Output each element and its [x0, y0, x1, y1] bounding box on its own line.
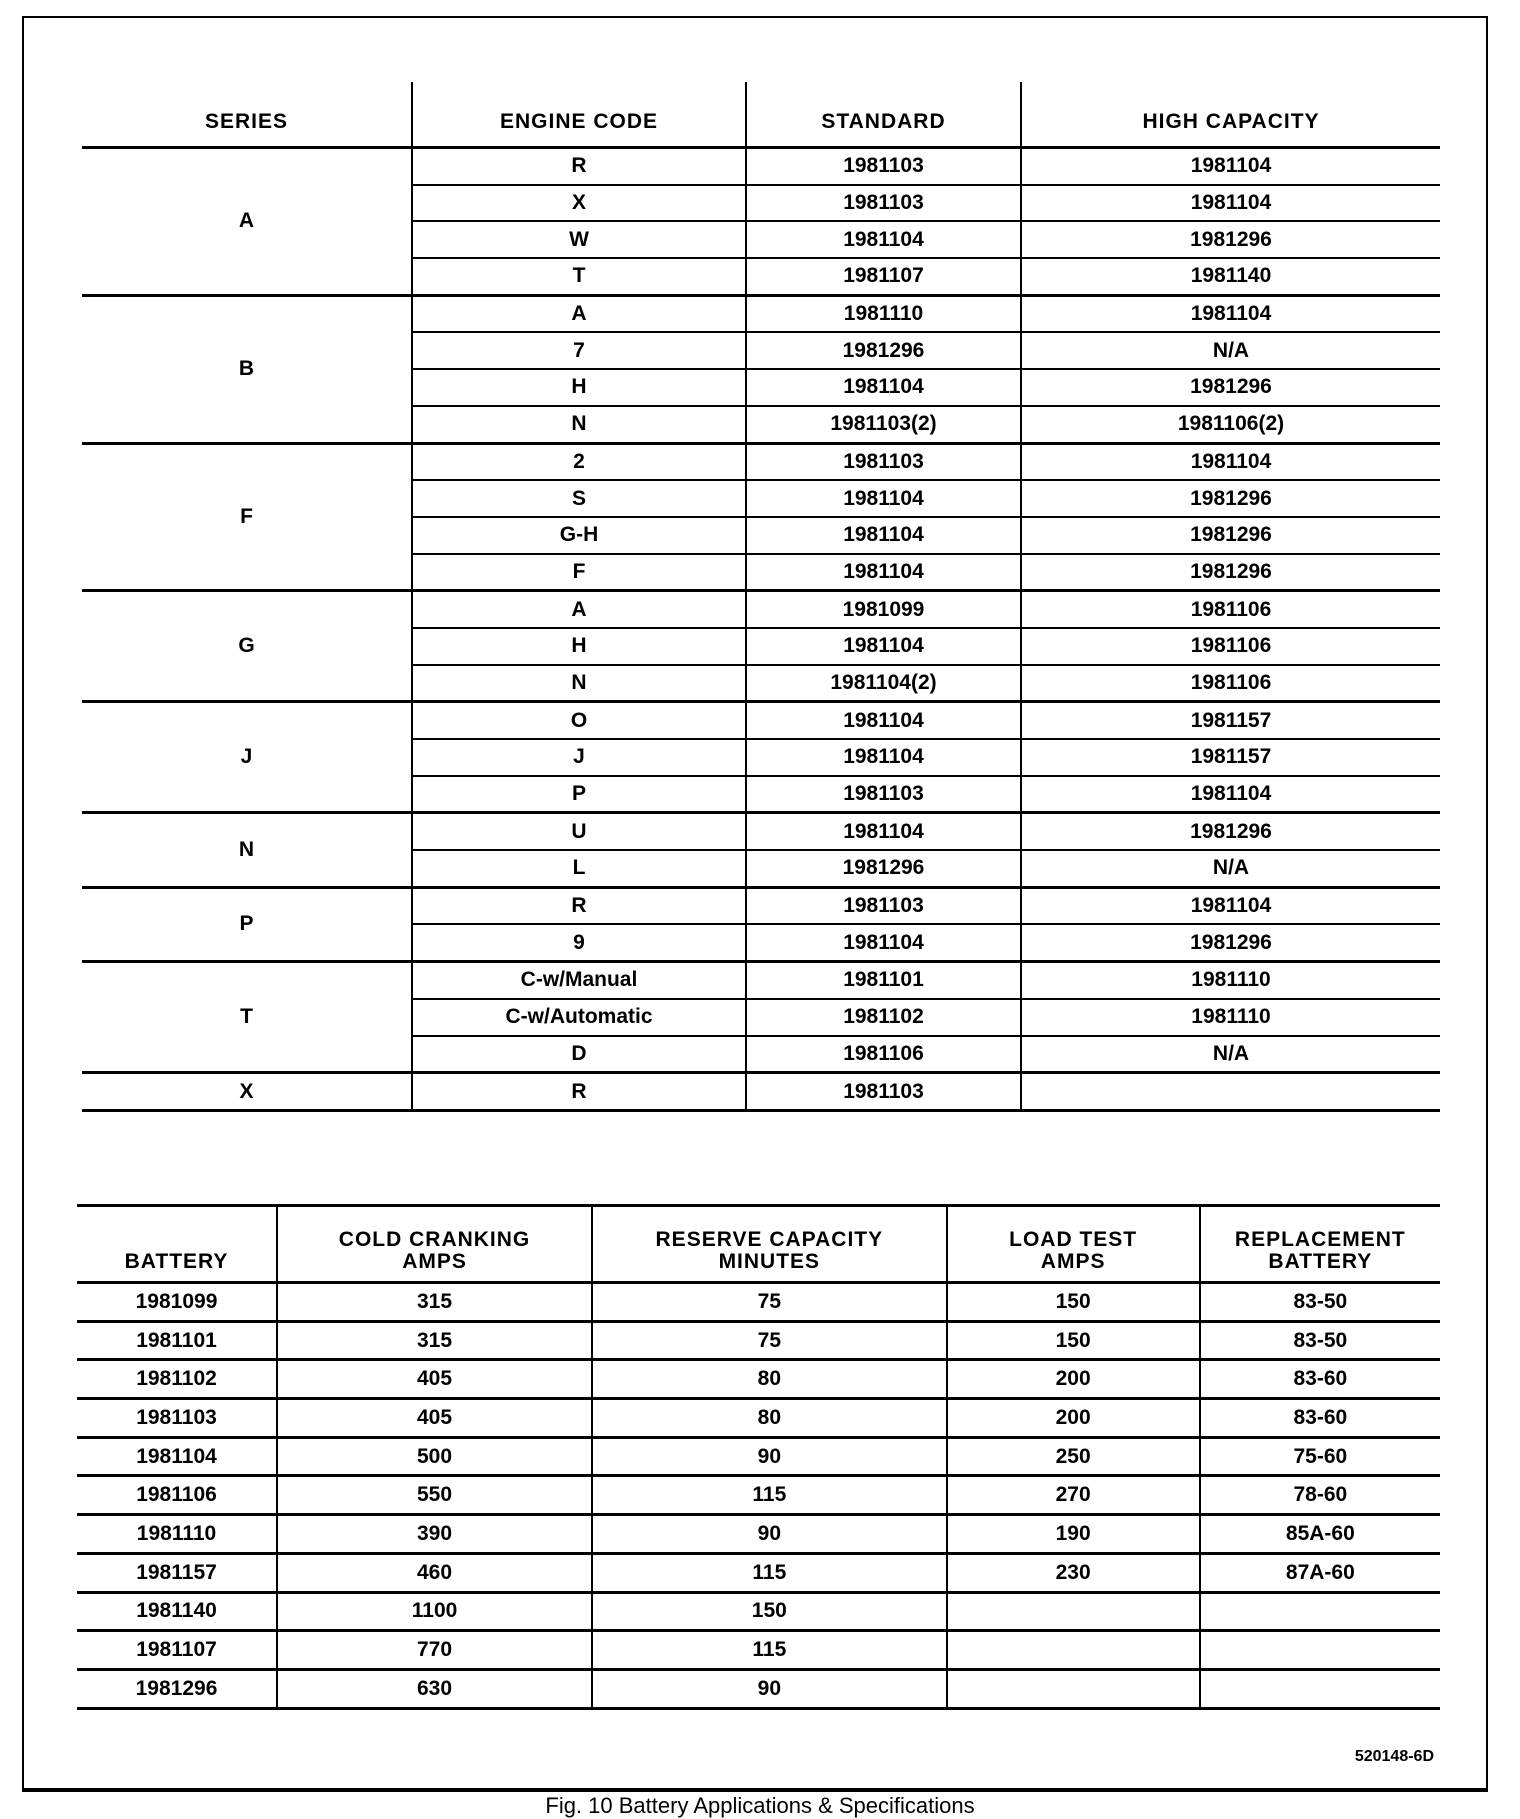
table-row — [82, 148, 1440, 185]
load-test-amps-cell: 190 — [947, 1515, 1200, 1554]
standard-battery-cell: 1981296 — [746, 850, 1021, 887]
replacement-battery-cell: 75-60 — [1200, 1437, 1440, 1476]
standard-battery-cell: 1981296 — [746, 332, 1021, 369]
cold-cranking-amps-cell: 500 — [277, 1437, 592, 1476]
engine-code-cell: R — [412, 887, 746, 924]
engine-code-cell: L — [412, 850, 746, 887]
standard-battery-cell: 1981103 — [746, 776, 1021, 813]
load-test-amps-cell: 150 — [947, 1283, 1200, 1322]
column-header: HIGH CAPACITY — [1021, 82, 1440, 148]
battery-cell: 1981107 — [77, 1631, 277, 1670]
standard-battery-cell: 1981102 — [746, 999, 1021, 1036]
battery-applications-table — [82, 82, 1440, 1112]
engine-code-cell: C-w/Automatic — [412, 999, 746, 1036]
standard-battery-cell: 1981103 — [746, 185, 1021, 222]
battery-cell: 1981104 — [77, 1437, 277, 1476]
reserve-capacity-cell: 115 — [592, 1476, 947, 1515]
high-capacity-battery-cell: 1981110 — [1021, 999, 1440, 1036]
table-row — [77, 1321, 1440, 1360]
column-header: REPLACEMENT BATTERY — [1200, 1206, 1440, 1283]
battery-cell: 1981110 — [77, 1515, 277, 1554]
figure-id: 520148-6D — [1354, 1748, 1434, 1765]
standard-battery-cell: 1981106 — [746, 1036, 1021, 1073]
battery-cell: 1981099 — [77, 1283, 277, 1322]
high-capacity-battery-cell: N/A — [1021, 850, 1440, 887]
table-row — [82, 1073, 1440, 1111]
series-cell: A — [82, 148, 412, 296]
column-header: BATTERY — [77, 1206, 277, 1283]
reserve-capacity-cell: 115 — [592, 1553, 947, 1592]
standard-battery-cell: 1981104 — [746, 480, 1021, 517]
battery-cell: 1981102 — [77, 1360, 277, 1399]
table-row — [77, 1476, 1440, 1515]
high-capacity-battery-cell: 1981140 — [1021, 258, 1440, 295]
table-row — [82, 443, 1440, 480]
standard-battery-cell: 1981101 — [746, 962, 1021, 999]
series-cell: B — [82, 295, 412, 443]
reserve-capacity-cell: 90 — [592, 1437, 947, 1476]
high-capacity-battery-cell: 1981296 — [1021, 369, 1440, 406]
load-test-amps-cell — [947, 1631, 1200, 1670]
high-capacity-battery-cell: 1981296 — [1021, 517, 1440, 554]
battery-specifications-table — [77, 1204, 1440, 1710]
reserve-capacity-cell: 80 — [592, 1360, 947, 1399]
engine-code-cell: G-H — [412, 517, 746, 554]
column-header: RESERVE CAPACITY MINUTES — [592, 1206, 947, 1283]
table-row — [77, 1592, 1440, 1631]
reserve-capacity-cell: 75 — [592, 1321, 947, 1360]
column-header: STANDARD — [746, 82, 1021, 148]
high-capacity-battery-cell: 1981106(2) — [1021, 406, 1440, 443]
battery-cell: 1981296 — [77, 1669, 277, 1708]
standard-battery-cell: 1981104 — [746, 369, 1021, 406]
cold-cranking-amps-cell: 405 — [277, 1360, 592, 1399]
high-capacity-battery-cell: 1981157 — [1021, 702, 1440, 739]
standard-battery-cell: 1981104 — [746, 517, 1021, 554]
table-row — [82, 813, 1440, 850]
engine-code-cell: F — [412, 554, 746, 591]
reserve-capacity-cell: 90 — [592, 1669, 947, 1708]
replacement-battery-cell: 87A-60 — [1200, 1553, 1440, 1592]
standard-battery-cell: 1981103 — [746, 148, 1021, 185]
engine-code-cell: U — [412, 813, 746, 850]
engine-code-cell: N — [412, 665, 746, 702]
load-test-amps-cell: 200 — [947, 1399, 1200, 1438]
load-test-amps-cell: 200 — [947, 1360, 1200, 1399]
cold-cranking-amps-cell: 460 — [277, 1553, 592, 1592]
standard-battery-cell: 1981104 — [746, 924, 1021, 961]
engine-code-cell: 9 — [412, 924, 746, 961]
high-capacity-battery-cell: 1981106 — [1021, 591, 1440, 628]
engine-code-cell: N — [412, 406, 746, 443]
standard-battery-cell: 1981104 — [746, 221, 1021, 258]
replacement-battery-cell: 78-60 — [1200, 1476, 1440, 1515]
engine-code-cell: T — [412, 258, 746, 295]
replacement-battery-cell — [1200, 1631, 1440, 1670]
table-row — [82, 962, 1440, 999]
high-capacity-battery-cell: 1981104 — [1021, 185, 1440, 222]
load-test-amps-cell: 150 — [947, 1321, 1200, 1360]
battery-cell: 1981140 — [77, 1592, 277, 1631]
table-row — [82, 887, 1440, 924]
standard-battery-cell: 1981104 — [746, 813, 1021, 850]
series-cell: P — [82, 887, 412, 961]
high-capacity-battery-cell: N/A — [1021, 332, 1440, 369]
reserve-capacity-cell: 150 — [592, 1592, 947, 1631]
series-cell: N — [82, 813, 412, 887]
series-cell: X — [82, 1073, 412, 1111]
table-row — [77, 1360, 1440, 1399]
engine-code-cell: R — [412, 148, 746, 185]
series-cell: G — [82, 591, 412, 702]
engine-code-cell: 7 — [412, 332, 746, 369]
high-capacity-battery-cell: 1981104 — [1021, 776, 1440, 813]
battery-cell: 1981106 — [77, 1476, 277, 1515]
high-capacity-battery-cell: 1981104 — [1021, 887, 1440, 924]
engine-code-cell: R — [412, 1073, 746, 1111]
replacement-battery-cell: 83-50 — [1200, 1321, 1440, 1360]
figure-caption: Fig. 10 Battery Applications & Specifications — [545, 1793, 975, 1818]
reserve-capacity-cell: 75 — [592, 1283, 947, 1322]
cold-cranking-amps-cell: 315 — [277, 1321, 592, 1360]
series-cell: F — [82, 443, 412, 591]
engine-code-cell: O — [412, 702, 746, 739]
engine-code-cell: J — [412, 739, 746, 776]
high-capacity-battery-cell: 1981106 — [1021, 628, 1440, 665]
reserve-capacity-cell: 115 — [592, 1631, 947, 1670]
engine-code-cell: W — [412, 221, 746, 258]
battery-cell: 1981101 — [77, 1321, 277, 1360]
cold-cranking-amps-cell: 405 — [277, 1399, 592, 1438]
table-row — [77, 1283, 1440, 1322]
reserve-capacity-cell: 80 — [592, 1399, 947, 1438]
series-cell: J — [82, 702, 412, 813]
high-capacity-battery-cell: 1981104 — [1021, 295, 1440, 332]
engine-code-cell: A — [412, 591, 746, 628]
column-header: ENGINE CODE — [412, 82, 746, 148]
high-capacity-battery-cell: 1981296 — [1021, 813, 1440, 850]
high-capacity-battery-cell: N/A — [1021, 1036, 1440, 1073]
high-capacity-battery-cell: 1981296 — [1021, 554, 1440, 591]
table-row — [77, 1669, 1440, 1708]
battery-cell: 1981103 — [77, 1399, 277, 1438]
standard-battery-cell: 1981104 — [746, 702, 1021, 739]
table-row — [77, 1515, 1440, 1554]
series-cell: T — [82, 962, 412, 1073]
engine-code-cell: S — [412, 480, 746, 517]
load-test-amps-cell: 270 — [947, 1476, 1200, 1515]
standard-battery-cell: 1981104 — [746, 554, 1021, 591]
column-header: SERIES — [82, 82, 412, 148]
standard-battery-cell: 1981110 — [746, 295, 1021, 332]
high-capacity-battery-cell — [1021, 1073, 1440, 1111]
load-test-amps-cell: 230 — [947, 1553, 1200, 1592]
table-row — [77, 1399, 1440, 1438]
reserve-capacity-cell: 90 — [592, 1515, 947, 1554]
cold-cranking-amps-cell: 770 — [277, 1631, 592, 1670]
replacement-battery-cell: 83-50 — [1200, 1283, 1440, 1322]
standard-battery-cell: 1981099 — [746, 591, 1021, 628]
replacement-battery-cell — [1200, 1592, 1440, 1631]
replacement-battery-cell: 85A-60 — [1200, 1515, 1440, 1554]
standard-battery-cell: 1981103 — [746, 443, 1021, 480]
high-capacity-battery-cell: 1981106 — [1021, 665, 1440, 702]
high-capacity-battery-cell: 1981296 — [1021, 924, 1440, 961]
cold-cranking-amps-cell: 1100 — [277, 1592, 592, 1631]
engine-code-cell: P — [412, 776, 746, 813]
table-row — [82, 591, 1440, 628]
standard-battery-cell: 1981104 — [746, 628, 1021, 665]
cold-cranking-amps-cell: 630 — [277, 1669, 592, 1708]
table-row — [77, 1553, 1440, 1592]
load-test-amps-cell: 250 — [947, 1437, 1200, 1476]
high-capacity-battery-cell: 1981110 — [1021, 962, 1440, 999]
table-row — [77, 1437, 1440, 1476]
battery-cell: 1981157 — [77, 1553, 277, 1592]
standard-battery-cell: 1981104(2) — [746, 665, 1021, 702]
replacement-battery-cell — [1200, 1669, 1440, 1708]
standard-battery-cell: 1981104 — [746, 739, 1021, 776]
engine-code-cell: A — [412, 295, 746, 332]
load-test-amps-cell — [947, 1592, 1200, 1631]
engine-code-cell: H — [412, 628, 746, 665]
engine-code-cell: 2 — [412, 443, 746, 480]
standard-battery-cell: 1981103 — [746, 887, 1021, 924]
column-header: COLD CRANKING AMPS — [277, 1206, 592, 1283]
standard-battery-cell: 1981103 — [746, 1073, 1021, 1111]
high-capacity-battery-cell: 1981157 — [1021, 739, 1440, 776]
standard-battery-cell: 1981103(2) — [746, 406, 1021, 443]
engine-code-cell: D — [412, 1036, 746, 1073]
load-test-amps-cell — [947, 1669, 1200, 1708]
engine-code-cell: C-w/Manual — [412, 962, 746, 999]
engine-code-cell: H — [412, 369, 746, 406]
high-capacity-battery-cell: 1981104 — [1021, 148, 1440, 185]
high-capacity-battery-cell: 1981296 — [1021, 480, 1440, 517]
column-header: LOAD TEST AMPS — [947, 1206, 1200, 1283]
cold-cranking-amps-cell: 390 — [277, 1515, 592, 1554]
cold-cranking-amps-cell: 550 — [277, 1476, 592, 1515]
replacement-battery-cell: 83-60 — [1200, 1399, 1440, 1438]
standard-battery-cell: 1981107 — [746, 258, 1021, 295]
high-capacity-battery-cell: 1981104 — [1021, 443, 1440, 480]
engine-code-cell: X — [412, 185, 746, 222]
table-row — [82, 702, 1440, 739]
high-capacity-battery-cell: 1981296 — [1021, 221, 1440, 258]
replacement-battery-cell: 83-60 — [1200, 1360, 1440, 1399]
cold-cranking-amps-cell: 315 — [277, 1283, 592, 1322]
table-row — [82, 295, 1440, 332]
table-row — [77, 1631, 1440, 1670]
